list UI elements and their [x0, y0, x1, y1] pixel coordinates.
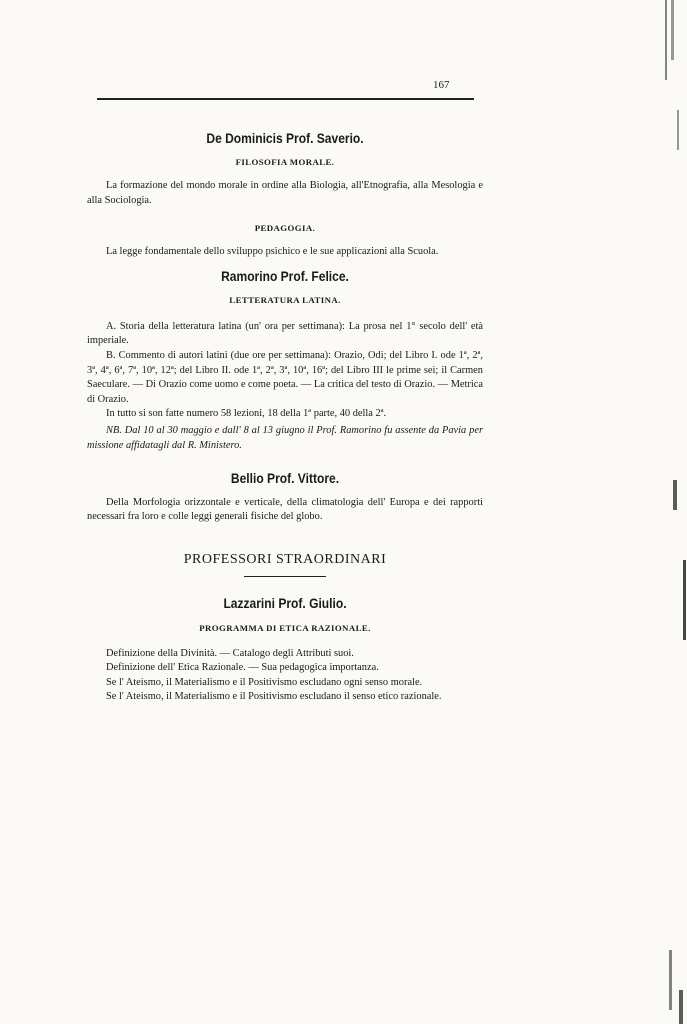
professor-heading-bellio: Bellio Prof. Vittore. — [230, 470, 340, 487]
program-line: Definizione della Divinità. — Catalogo degli Attributi suoi. — [106, 647, 354, 659]
lesson-count: In tutto si son fatte numero 58 lezioni, 18 della 1ª parte, 40 della 2ª. — [106, 408, 387, 420]
course-description: La legge fondamentale dello sviluppo psichico e le sue applicazioni alla Scuola. — [106, 245, 439, 257]
professor-heading-de-dominicis: De Dominicis Prof. Saverio. — [206, 130, 364, 146]
course-description: La formazione del mondo morale in ordine alla Biologia, all'Etnografia, alla Mesologia e alla Sociologia. — [87, 180, 483, 206]
page-body — [87, 110, 483, 705]
page-number: 167 — [433, 79, 450, 91]
course-title-filosofia-morale: FILOSOFIA MORALE. — [235, 156, 335, 167]
professor-heading-lazzarini: Lazzarini Prof. Giulio. — [223, 595, 347, 612]
course-description: Della Morfologia orizzontale e verticale, della climatologia dell' Europa e dei rapporti necessari fra loro e colle leggi generali fisiche del globo. — [87, 496, 483, 523]
nota-bene: NB. Dal 10 al 30 maggio e dall' 8 al 13 giugno il Prof. Ramorino fu assente da Pavia per missione affidatagli dal R. Ministero. — [87, 424, 483, 451]
course-paragraph-a: A. Storia della letteratura latina (un' ora per settimana): La prosa nel 1° secolo dell' età imperiale. — [87, 320, 483, 347]
program-line: Definizione dell' Etica Razionale. — Sua pedagogica importanza. — [106, 662, 379, 674]
section-title-straordinari: PROFESSORI STRAORDINARI — [183, 551, 387, 567]
course-paragraph-b: B. Commento di autori latini (due ore per settimana): Orazio, Odi; del Libro I. ode 1ª, 2ª, 3ª, 4ª, 6ª, 7ª, 10ª, 12ª; del Libro II. ode 1ª, 2ª, 3ª, 10ª, 16ª; del Libro III le prime sei; il Carmen Saeculare. — Di Orazio come uomo e come poeta. — La critica del testo di Orazio. — Metrica di Orazio. — [87, 349, 483, 405]
program-line: Se l' Ateismo, il Materialismo e il Positivismo escludano il senso etico razionale. — [106, 691, 442, 703]
course-title-pedagogia: PEDAGOGIA. — [254, 223, 316, 234]
course-title-etica-razionale: PROGRAMMA DI ETICA RAZIONALE. — [199, 623, 371, 634]
scan-edge — [663, 0, 687, 1024]
program-line: Se l' Ateismo, il Materialismo e il Positivismo escludano ogni senso morale. — [106, 676, 423, 688]
header-rule — [97, 98, 474, 100]
course-title-letteratura-latina: LETTERATURA LATINA. — [229, 295, 341, 306]
professor-heading-ramorino: Ramorino Prof. Felice. — [221, 267, 349, 284]
